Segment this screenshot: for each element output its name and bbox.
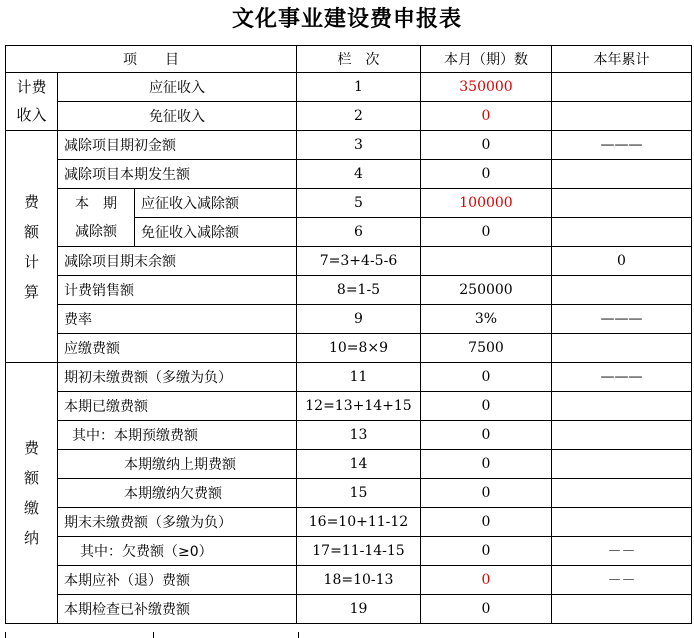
table-row bbox=[6, 566, 692, 595]
row-column: 5 bbox=[297, 189, 421, 218]
row-column: 10=8×9 bbox=[297, 334, 421, 363]
table-row bbox=[6, 276, 692, 305]
row-ytd[interactable] bbox=[552, 421, 692, 450]
row-column: 18=10-13 bbox=[297, 566, 421, 595]
row-column: 7=3+4-5-6 bbox=[297, 247, 421, 276]
row-value[interactable]: 0 bbox=[421, 479, 552, 508]
header-column: 栏 次 bbox=[297, 46, 421, 73]
row-label: 减除项目本期发生额 bbox=[58, 160, 297, 189]
row-value[interactable] bbox=[421, 247, 552, 276]
row-label: 计费销售额 bbox=[58, 276, 297, 305]
row-ytd[interactable] bbox=[552, 276, 692, 305]
row-label: 本期已缴费额 bbox=[58, 392, 297, 421]
row-column: 1 bbox=[297, 73, 421, 102]
row-column: 13 bbox=[297, 421, 421, 450]
header-row bbox=[6, 46, 692, 73]
table-row bbox=[6, 421, 692, 450]
row-ytd[interactable] bbox=[552, 595, 692, 624]
group-payment-text: 费额缴纳 bbox=[23, 439, 39, 547]
row-label: 本期缴纳欠费额 bbox=[58, 479, 297, 508]
row-value[interactable]: 0 bbox=[421, 450, 552, 479]
row-ytd[interactable]: ——— bbox=[552, 305, 692, 334]
table-row bbox=[6, 189, 692, 218]
row-label: 其中：本期预缴费额 bbox=[58, 421, 297, 450]
row-column: 3 bbox=[297, 131, 421, 160]
row-value[interactable]: 250000 bbox=[421, 276, 552, 305]
deduction-sublabel bbox=[58, 189, 135, 247]
row-label: 免征收入 bbox=[58, 102, 297, 131]
row-ytd[interactable] bbox=[552, 450, 692, 479]
table-row bbox=[6, 363, 692, 392]
table-row bbox=[6, 595, 692, 624]
row-label: 本期缴纳上期费额 bbox=[58, 450, 297, 479]
row-ytd[interactable]: 0 bbox=[552, 247, 692, 276]
header-ytd: 本年累计 bbox=[552, 46, 692, 73]
divider bbox=[298, 632, 299, 638]
row-value[interactable]: 0 bbox=[421, 421, 552, 450]
row-value[interactable]: 0 bbox=[421, 595, 552, 624]
row-ytd[interactable] bbox=[552, 102, 692, 131]
table-row bbox=[6, 247, 692, 276]
table-row bbox=[6, 537, 692, 566]
row-ytd[interactable] bbox=[552, 334, 692, 363]
row-label: 其中：欠费额（≥0） bbox=[58, 537, 297, 566]
row-ytd[interactable]: －－ bbox=[552, 537, 692, 566]
row-value[interactable]: 100000 bbox=[421, 189, 552, 218]
row-value[interactable]: 0 bbox=[421, 392, 552, 421]
row-label: 本期应补（退）费额 bbox=[58, 566, 297, 595]
table-row bbox=[6, 160, 692, 189]
group-label-calc bbox=[6, 131, 58, 363]
table-row bbox=[6, 450, 692, 479]
row-ytd[interactable] bbox=[552, 479, 692, 508]
row-column: 6 bbox=[297, 218, 421, 247]
row-column: 4 bbox=[297, 160, 421, 189]
group-calc-text: 费额计算 bbox=[23, 192, 39, 301]
row-value[interactable]: 0 bbox=[421, 218, 552, 247]
declaration-table bbox=[5, 45, 692, 624]
row-label: 免征收入减除额 bbox=[135, 218, 297, 247]
row-label: 期初未缴费额（多缴为负） bbox=[58, 363, 297, 392]
row-column: 2 bbox=[297, 102, 421, 131]
row-ytd[interactable] bbox=[552, 218, 692, 247]
divider bbox=[153, 632, 154, 638]
row-column: 12=13+14+15 bbox=[297, 392, 421, 421]
group-label-payment bbox=[6, 363, 58, 624]
row-ytd[interactable]: ——— bbox=[552, 131, 692, 160]
table-row bbox=[6, 334, 692, 363]
header-item: 项 目 bbox=[6, 46, 297, 73]
table-row bbox=[6, 479, 692, 508]
row-value[interactable]: 7500 bbox=[421, 334, 552, 363]
row-ytd[interactable]: ——— bbox=[552, 363, 692, 392]
row-value[interactable]: 350000 bbox=[421, 73, 552, 102]
row-value[interactable]: 0 bbox=[421, 363, 552, 392]
table-continuation bbox=[5, 632, 692, 638]
row-column: 9 bbox=[297, 305, 421, 334]
table-row bbox=[6, 131, 692, 160]
table-row bbox=[6, 508, 692, 537]
row-label: 应征收入减除额 bbox=[135, 189, 297, 218]
row-label: 费率 bbox=[58, 305, 297, 334]
group-income-text: 计费收入 bbox=[16, 78, 47, 124]
row-ytd[interactable] bbox=[552, 160, 692, 189]
table-row bbox=[6, 73, 692, 102]
table-row bbox=[6, 305, 692, 334]
row-value[interactable]: 0 bbox=[421, 102, 552, 131]
table-row bbox=[6, 102, 692, 131]
row-value[interactable]: 0 bbox=[421, 131, 552, 160]
row-column: 19 bbox=[297, 595, 421, 624]
row-value[interactable]: 3% bbox=[421, 305, 552, 334]
table-row bbox=[6, 392, 692, 421]
row-label: 应缴费额 bbox=[58, 334, 297, 363]
row-column: 16=10+11-12 bbox=[297, 508, 421, 537]
row-label: 减除项目期初金额 bbox=[58, 131, 297, 160]
header-current: 本月（期）数 bbox=[421, 46, 552, 73]
deduction-line1: 本 期 bbox=[75, 195, 117, 212]
row-value[interactable]: 0 bbox=[421, 537, 552, 566]
row-value[interactable]: 0 bbox=[421, 566, 552, 595]
row-label: 应征收入 bbox=[58, 73, 297, 102]
row-column: 11 bbox=[297, 363, 421, 392]
row-column: 15 bbox=[297, 479, 421, 508]
row-ytd[interactable]: －－ bbox=[552, 566, 692, 595]
row-label: 本期检查已补缴费额 bbox=[58, 595, 297, 624]
form-title: 文化事业建设费申报表 bbox=[231, 7, 462, 32]
row-label: 减除项目期末余额 bbox=[58, 247, 297, 276]
row-ytd[interactable] bbox=[552, 73, 692, 102]
row-value[interactable]: 0 bbox=[421, 508, 552, 537]
row-ytd[interactable] bbox=[552, 392, 692, 421]
group-label-income bbox=[6, 73, 58, 131]
row-ytd[interactable] bbox=[552, 189, 692, 218]
row-column: 8=1-5 bbox=[297, 276, 421, 305]
row-label: 期末未缴费额（多缴为负） bbox=[58, 508, 297, 537]
row-ytd[interactable] bbox=[552, 508, 692, 537]
row-column: 14 bbox=[297, 450, 421, 479]
deduction-line2: 减除额 bbox=[75, 223, 117, 240]
row-value[interactable]: 0 bbox=[421, 160, 552, 189]
row-column: 17=11-14-15 bbox=[297, 537, 421, 566]
